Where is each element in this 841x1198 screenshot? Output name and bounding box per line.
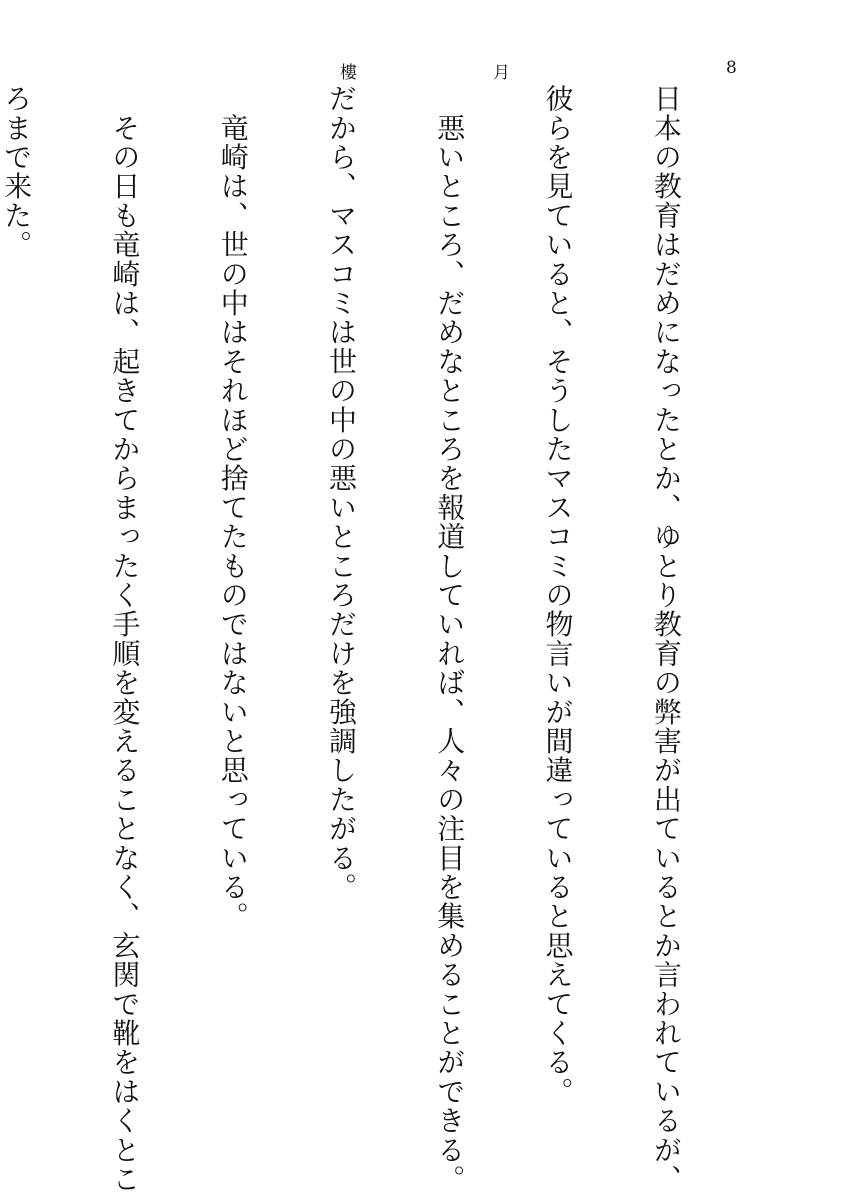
text-line: だから、マスコミは世の中の悪いところだけを強調したがる。 (324, 84, 358, 902)
running-header-title-part2: 月 (493, 63, 510, 83)
text-line: 悪いところ、だめなところを報道していれば、人々の注目を集めることができる。 (433, 84, 467, 1194)
text-line: 竜崎は、世の中はそれほど捨てたものではないと思っている。 (216, 84, 250, 931)
text-line: 日本の教育はだめになったとか、ゆとり教育の弊害が出ているとか言われているが、 (649, 84, 683, 1194)
running-header-title (340, 58, 510, 83)
text-line: 彼らを見ていると、そうしたマスコミの物言いが間違っていると思えてくる。 (541, 84, 575, 1107)
vertical-body-text (0, 84, 756, 1194)
text-line: その日も竜崎は、起きてからまったく手順を変えることなく、玄関で靴をはくとこ (108, 84, 142, 1194)
text-line: ろまで来た。 (0, 84, 34, 260)
page-number: 8 (726, 58, 737, 78)
running-header-title-part1: 樓 (340, 63, 357, 83)
